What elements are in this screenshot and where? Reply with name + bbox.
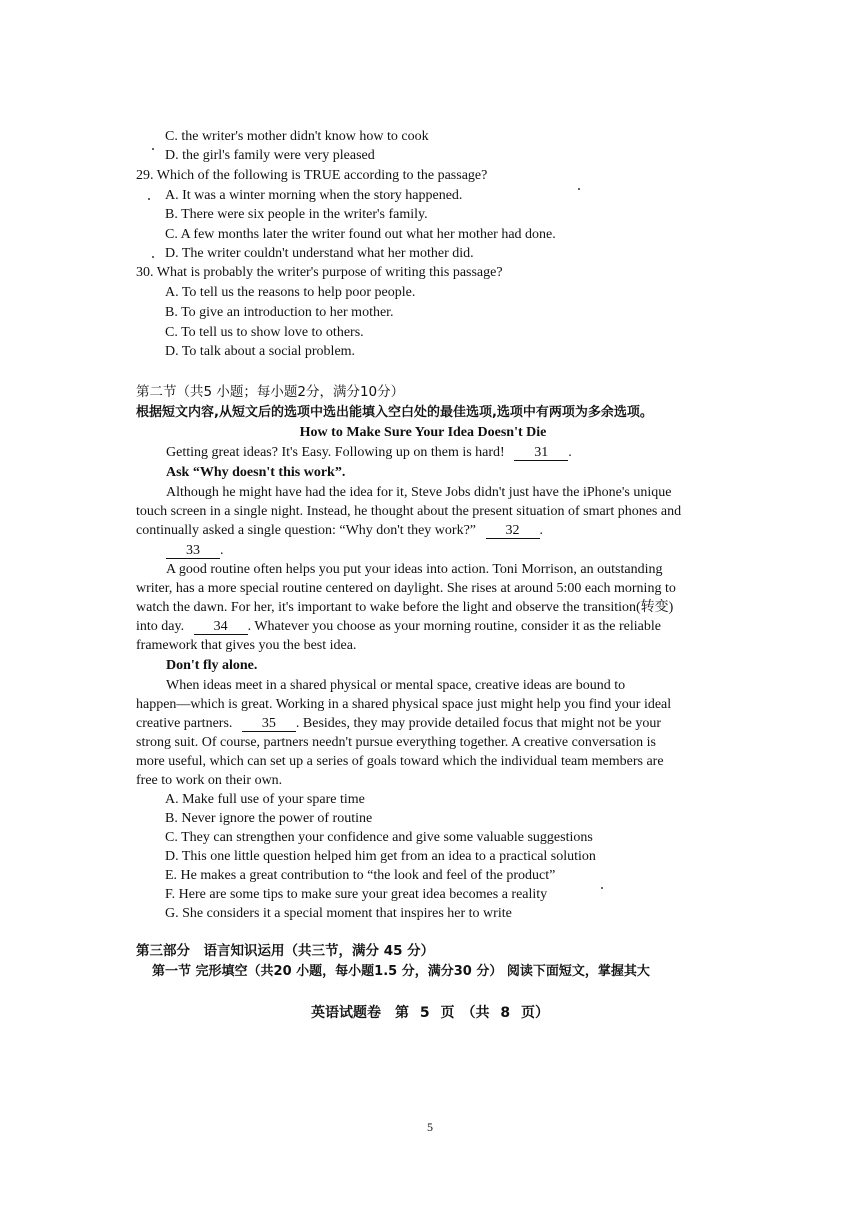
section2-heading: 第二节（共5 小题；每小题2分，满分10分） [136,384,405,400]
blank-34: 34 [194,619,248,635]
scan-speck [601,887,603,889]
p3-line6: free to work on their own. [136,773,283,788]
p1-line3-text: continually asked a single question: “Why don't they work?” [136,523,476,538]
q30-stem: 30. What is probably the writer's purpose of writing this passage? [136,265,503,280]
p2-line4-start: into day. [136,619,185,634]
choice-f: F. Here are some tips to make sure your great idea becomes a reality [165,887,548,902]
p1-line1: Although he might have had the idea for it, Steve Jobs didn't just have the iPhone's unique [166,485,672,500]
q29-stem: 29. Which of the following is TRUE according to the passage? [136,168,488,183]
q29-option-d: D. The writer couldn't understand what her mother did. [165,246,474,261]
part3-section1: 第一节 完形填空（共20 小题，每小题1.5 分，满分30 分） 阅读下面短文，掌握其大 [152,964,650,979]
q29-option-b: B. There were six people in the writer's family. [165,207,428,222]
q30-option-d: D. To talk about a social problem. [165,344,356,359]
subheading-ask: Ask “Why doesn't this work”. [166,465,346,480]
p3-line3-start: creative partners. [136,716,233,731]
scan-speck [152,148,154,150]
blank-31: 31 [514,445,568,461]
p3-line3 [136,715,661,733]
p1-line3 [136,522,543,540]
scan-speck [578,188,580,190]
p2-line2: writer, has a more special routine centered on daylight. She rises at around 5:00 each morning to [136,581,676,596]
intro-period: . [568,445,572,460]
choice-a: A. Make full use of your spare time [165,792,365,807]
scan-speck [152,256,154,258]
choice-e: E. He makes a great contribution to “the look and feel of the product” [165,868,556,883]
page-number: 5 [427,1120,433,1134]
p3-line5: more useful, which can set up a series of goals toward which the individual team members are [136,754,664,769]
p3-line4: strong suit. Of course, partners needn't pursue everything together. A creative conversation is [136,735,656,750]
p2-line4 [136,618,661,636]
q29-option-a: A. It was a winter morning when the story happened. [165,188,463,203]
intro-text: Getting great ideas? It's Easy. Following up on them is hard! [166,445,505,460]
blank-32: 32 [486,523,540,539]
choice-d: D. This one little question helped him get from an idea to a practical solution [165,849,596,864]
intro-line [166,444,572,462]
p2-line4-end: . Whatever you choose as your morning routine, consider it as the reliable [247,619,661,634]
p3-line1: When ideas meet in a shared physical or mental space, creative ideas are bound to [166,678,626,693]
q28-option-c: C. the writer's mother didn't know how to cook [165,129,429,144]
blank33-period: . [220,543,224,558]
part3-heading: 第三部分 语言知识运用（共三节，满分 45 分） [136,943,435,959]
blank-33: 33 [166,543,220,559]
p3-line2: happen—which is great. Working in a shared physical space just might help you find your ideal [136,697,672,712]
q30-option-a: A. To tell us the reasons to help poor people. [165,285,416,300]
q30-option-c: C. To tell us to show love to others. [165,325,364,340]
p2-line5: framework that gives you the best idea. [136,638,357,653]
q29-option-c: C. A few months later the writer found out what her mother had done. [165,227,556,242]
scan-speck [148,198,150,200]
blank-35: 35 [242,716,296,732]
blank-33-line [166,542,224,560]
choice-g: G. She considers it a special moment that inspires her to write [165,906,512,921]
subheading-fly: Don't fly alone. [166,658,258,673]
p2-line3: watch the dawn. For her, it's important to wake before the light and observe the transition(转变) [136,600,674,615]
p1-line2: touch screen in a single night. Instead, he thought about the present situation of smart phones and [136,504,682,519]
passage-title: How to Make Sure Your Idea Doesn't Die [299,425,547,440]
q30-option-b: B. To give an introduction to her mother. [165,305,394,320]
p1-period: . [539,523,543,538]
choice-c: C. They can strengthen your confidence and give some valuable suggestions [165,830,593,845]
q28-option-d: D. the girl's family were very pleased [165,148,375,163]
section2-instruction: 根据短文内容,从短文后的选项中选出能填入空白处的最佳选项,选项中有两项为多余选项。 [136,405,653,420]
p3-line3-end: . Besides, they may provide detailed focus that might not be your [295,716,661,731]
page-footer: 英语试题卷 第 5 页 （共 8 页） [311,1005,549,1021]
choice-b: B. Never ignore the power of routine [165,811,373,826]
p2-line1: A good routine often helps you put your ideas into action. Toni Morrison, an outstanding [166,562,663,577]
